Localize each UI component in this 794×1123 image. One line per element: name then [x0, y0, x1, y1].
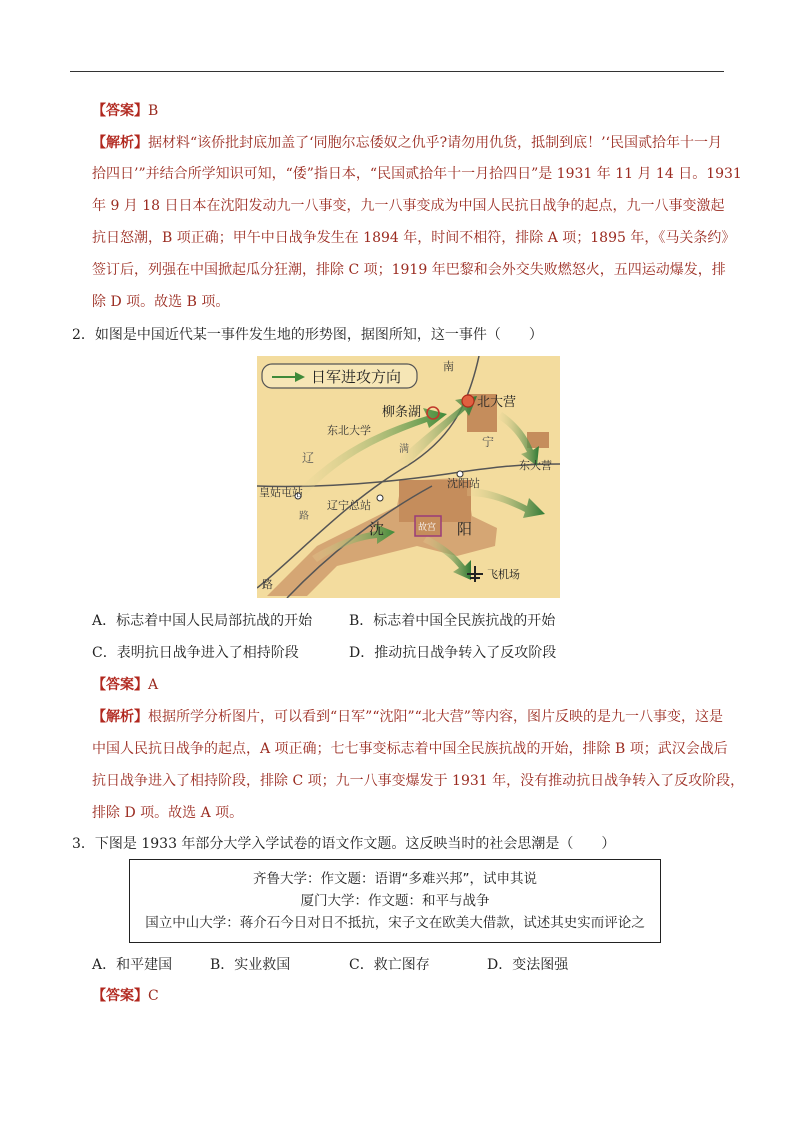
q1-analysis-line: 签订后，列强在中国掀起瓜分狂潮，排除 C 项；1919 年巴黎和会外交失败燃怒火，五四运动爆发，排 [92, 262, 726, 278]
map-label-nan: 南 [443, 360, 454, 373]
map-label-ning: 宁 [482, 435, 495, 449]
answer-label: 【答案】 [92, 677, 148, 693]
q3-stem: 3．下图是 1933 年部分大学入学试卷的语文作文题。这反映当时的社会思潮是（ ） [72, 836, 616, 852]
answer-value: A [148, 677, 159, 693]
q2-stem: 2．如图是中国近代某一事件发生地的形势图，据图所知，这一事件（ ） [72, 327, 543, 343]
attack-arrow [467, 488, 545, 518]
event-map [257, 356, 560, 598]
map-label-gugong: 故宫 [418, 523, 437, 533]
q1-analysis-line: 抗日怒潮，B 项正确；甲午中日战争发生在 1894 年，时间不相符，排除 A 项；1895 年，《马关条约》 [92, 230, 736, 246]
q1-answer [92, 101, 158, 121]
q2-option-d: D．推动抗日战争转入了反攻阶段 [349, 645, 557, 661]
map-label-liao: 辽 [302, 451, 315, 465]
q1-analysis-line: 年 9 月 18 日日本在沈阳发动九一八事变，九一八事变成为中国人民抗日战争的起点，九一八事变激起 [92, 198, 725, 214]
map-label-liaoning-station: 辽宁总站 [327, 499, 371, 512]
station-marker [377, 495, 383, 501]
map-label-dongbei-univ: 东北大学 [327, 424, 371, 437]
legend-label: 日军进攻方向 [311, 368, 402, 386]
map-graphic [257, 356, 560, 598]
q2-analysis-line: 排除 D 项。故选 A 项。 [92, 805, 244, 821]
q2-analysis-line: 抗日战争进入了相持阶段，排除 C 项；九一八事变爆发于 1931 年，没有推动抗日战争转入了反攻阶段， [92, 773, 745, 789]
answer-value: C [148, 988, 159, 1004]
map-label-dongdaying: 东大营 [519, 459, 552, 472]
q2-analysis-line: 中国人民抗日战争的起点，A 项正确；七七事变标志着中国全民族抗战的开始，排除 B 项；武汉会战后 [92, 741, 728, 757]
q3-answer [92, 986, 159, 1006]
map-label-liutiaohu: 柳条湖 [382, 405, 422, 420]
answer-value: B [148, 103, 159, 119]
q1-analysis-line: 【解析】据材料“该侨批封底加盖了‘同胞尔忘倭奴之仇乎?请勿用仇货，抵制到底！’‘民国贰拾年十一月 [92, 135, 723, 151]
map-label-lu: 路 [262, 578, 273, 591]
analysis-label: 【解析】 [92, 135, 148, 151]
q2-analysis-line: 【解析】根据所学分析图片，可以看到“日军”“沈阳”“北大营”等内容，图片反映的是九一八事变，这是 [92, 709, 723, 725]
q1-analysis-line: 拾四日’”并结合所学知识可知，“倭”指日本，“民国贰拾年十一月拾四日”是 1931 年 11 月 14 日。1931 [92, 166, 742, 182]
header-rule [70, 71, 724, 72]
q3-option-a: A．和平建国 [92, 957, 173, 973]
map-label-rail: 满 [399, 444, 409, 455]
map-label-shenyang-station: 沈阳站 [447, 477, 480, 490]
map-label-shen: 沈 [369, 520, 385, 538]
explosion-icon [462, 395, 474, 407]
box-line: 齐鲁大学：作文题：语谓“多难兴邦”，试申其说 [253, 871, 537, 887]
q2-option-b: B．标志着中国全民族抗战的开始 [349, 613, 556, 629]
exam-question-box [129, 859, 661, 943]
analysis-label: 【解析】 [92, 709, 148, 725]
q2-option-a: A．标志着中国人民局部抗战的开始 [92, 613, 313, 629]
map-label-huanggutun: 皇姑屯站 [259, 486, 303, 499]
box-line: 厦门大学：作文题：和平与战争 [300, 893, 490, 909]
q2-option-c: C．表明抗日战争进入了相持阶段 [92, 645, 299, 661]
box-line: 国立中山大学：蒋介石今日对日不抵抗，宋子文在欧美大借款，试述其史实而评论之 [145, 915, 645, 931]
map-label-airport: 飞机场 [487, 568, 520, 581]
q3-option-d: D．变法图强 [487, 957, 569, 973]
map-label-yang: 阳 [457, 520, 473, 538]
answer-label: 【答案】 [92, 103, 148, 119]
map-label-rail: 路 [299, 511, 309, 522]
answer-label: 【答案】 [92, 988, 148, 1004]
map-label-beidaying: 北大营 [477, 395, 517, 410]
q3-option-b: B．实业救国 [210, 957, 291, 973]
q1-analysis-line: 除 D 项。故选 B 项。 [92, 294, 230, 310]
q3-option-c: C．救亡图存 [349, 957, 430, 973]
q2-answer [92, 675, 158, 695]
